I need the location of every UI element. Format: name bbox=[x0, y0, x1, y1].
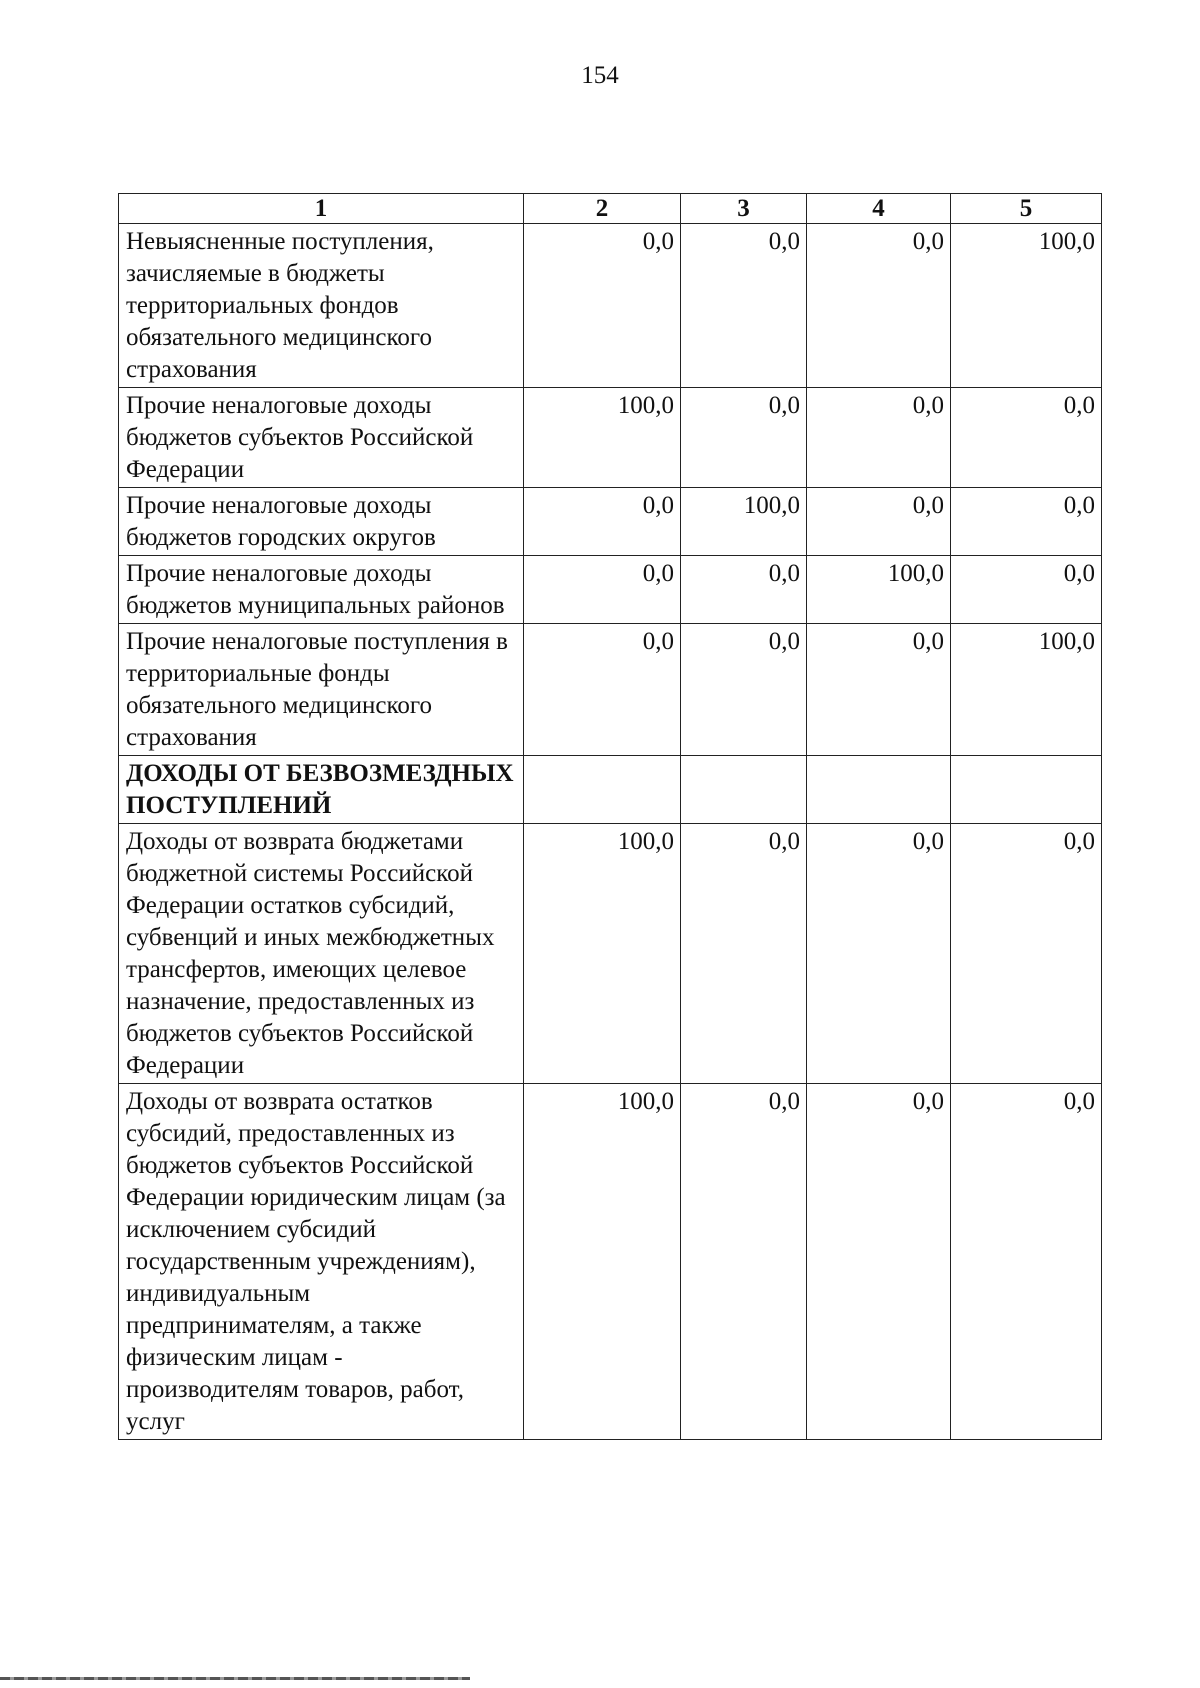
value-cell: 0,0 bbox=[681, 624, 807, 756]
row-label-cell: Прочие неналоговые поступления в территориальные фонды обязательного медицинского страхования bbox=[119, 624, 524, 756]
table-row bbox=[119, 488, 1102, 556]
row-label-cell: Доходы от возврата остатков субсидий, предоставленных из бюджетов субъектов Российской Федерации юридическим лицам (за исключением субсидий государственным учреждениям), индивидуальным предпринимателям, а также физическим лицам - производителям товаров, работ, услуг bbox=[119, 1084, 524, 1440]
value-cell bbox=[951, 756, 1102, 824]
table-row bbox=[119, 224, 1102, 388]
value-cell: 0,0 bbox=[807, 488, 951, 556]
value-cell: 0,0 bbox=[951, 824, 1102, 1084]
table-row bbox=[119, 1084, 1102, 1440]
scan-edge-rule bbox=[0, 1677, 470, 1680]
column-header: 1 bbox=[119, 194, 524, 224]
value-cell: 0,0 bbox=[524, 556, 681, 624]
row-label-cell: Прочие неналоговые доходы бюджетов городских округов bbox=[119, 488, 524, 556]
value-cell: 0,0 bbox=[807, 1084, 951, 1440]
value-cell: 100,0 bbox=[524, 1084, 681, 1440]
value-cell: 100,0 bbox=[951, 624, 1102, 756]
value-cell: 0,0 bbox=[807, 388, 951, 488]
value-cell: 0,0 bbox=[951, 1084, 1102, 1440]
value-cell: 0,0 bbox=[681, 1084, 807, 1440]
value-cell: 100,0 bbox=[951, 224, 1102, 388]
page-number: 154 bbox=[581, 62, 619, 89]
table-body bbox=[119, 224, 1102, 1440]
value-cell: 0,0 bbox=[524, 224, 681, 388]
column-header: 2 bbox=[524, 194, 681, 224]
value-cell bbox=[681, 756, 807, 824]
value-cell: 0,0 bbox=[681, 556, 807, 624]
table-row bbox=[119, 624, 1102, 756]
row-label-cell: Доходы от возврата бюджетами бюджетной системы Российской Федерации остатков субсидий, субвенций и иных межбюджетных трансфертов, имеющих целевое назначение, предоставленных из бюджетов субъектов Российской Федерации bbox=[119, 824, 524, 1084]
value-cell: 100,0 bbox=[681, 488, 807, 556]
table-row bbox=[119, 556, 1102, 624]
row-label-cell: Прочие неналоговые доходы бюджетов субъектов Российской Федерации bbox=[119, 388, 524, 488]
budget-table bbox=[118, 193, 1102, 1440]
table-row bbox=[119, 824, 1102, 1084]
value-cell bbox=[807, 756, 951, 824]
table-header-row bbox=[119, 194, 1102, 224]
value-cell: 0,0 bbox=[807, 824, 951, 1084]
value-cell: 0,0 bbox=[951, 488, 1102, 556]
value-cell bbox=[524, 756, 681, 824]
value-cell: 0,0 bbox=[524, 624, 681, 756]
column-header: 4 bbox=[807, 194, 951, 224]
row-label-cell: Прочие неналоговые доходы бюджетов муниципальных районов bbox=[119, 556, 524, 624]
value-cell: 0,0 bbox=[524, 488, 681, 556]
value-cell: 0,0 bbox=[951, 388, 1102, 488]
value-cell: 0,0 bbox=[681, 824, 807, 1084]
value-cell: 100,0 bbox=[524, 388, 681, 488]
table-row bbox=[119, 756, 1102, 824]
value-cell: 0,0 bbox=[681, 388, 807, 488]
table-row bbox=[119, 388, 1102, 488]
value-cell: 100,0 bbox=[807, 556, 951, 624]
row-label-cell: Невыясненные поступления, зачисляемые в бюджеты территориальных фондов обязательного медицинского страхования bbox=[119, 224, 524, 388]
value-cell: 0,0 bbox=[807, 624, 951, 756]
value-cell: 0,0 bbox=[807, 224, 951, 388]
value-cell: 0,0 bbox=[681, 224, 807, 388]
value-cell: 100,0 bbox=[524, 824, 681, 1084]
column-header: 5 bbox=[951, 194, 1102, 224]
value-cell: 0,0 bbox=[951, 556, 1102, 624]
section-heading-cell: ДОХОДЫ ОТ БЕЗВОЗМЕЗДНЫХ ПОСТУПЛЕНИЙ bbox=[119, 756, 524, 824]
column-header: 3 bbox=[681, 194, 807, 224]
